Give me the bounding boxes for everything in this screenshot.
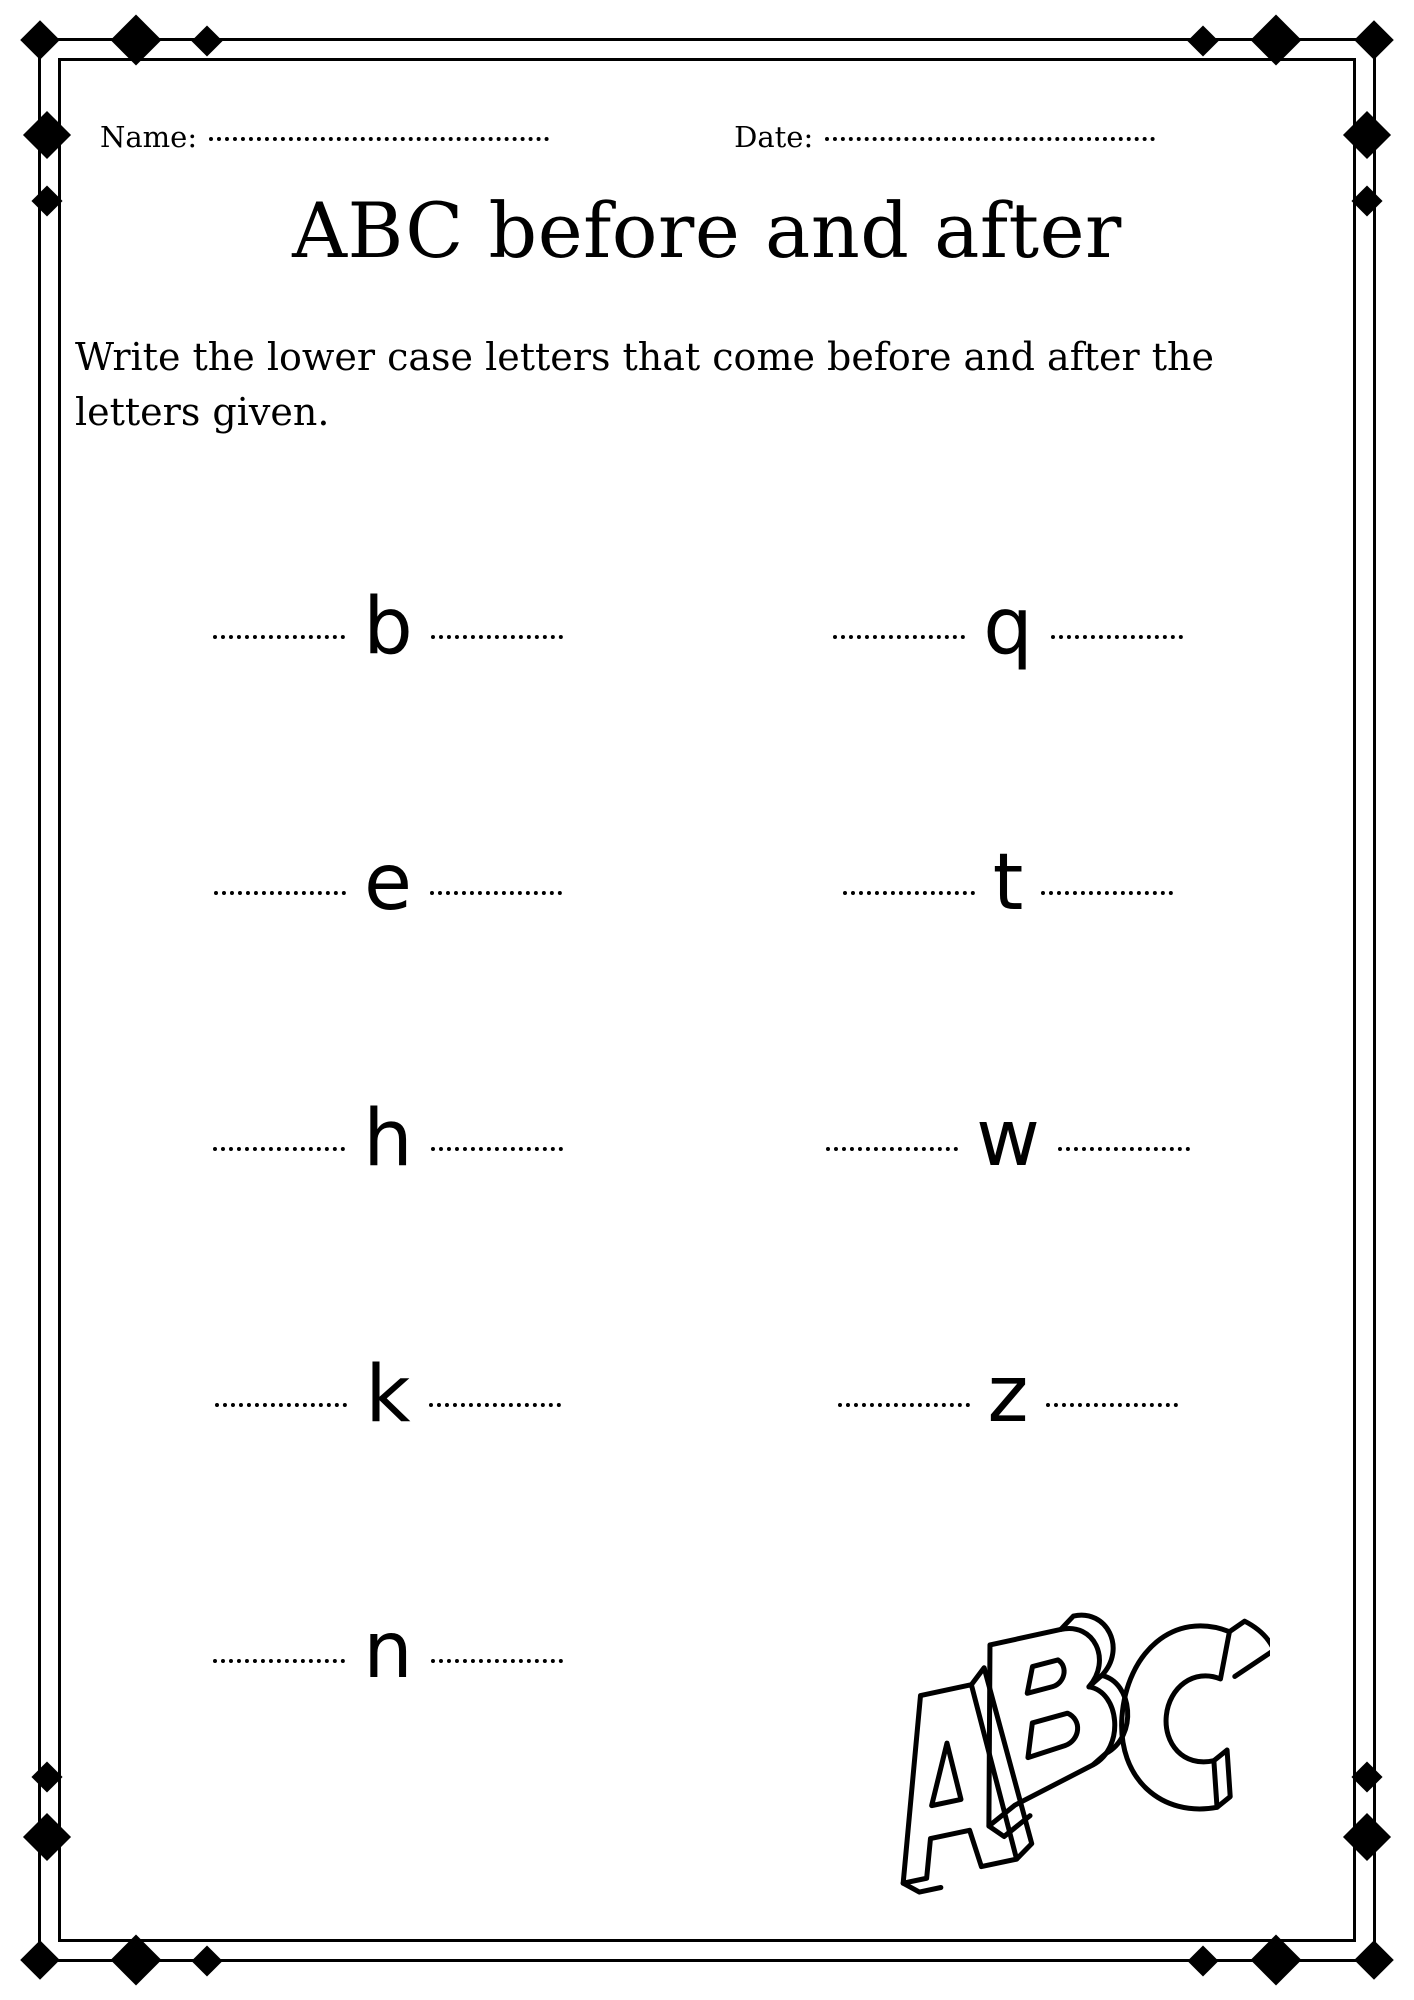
after-blank[interactable] bbox=[1041, 891, 1173, 895]
abc-doodle-icon bbox=[790, 1520, 1270, 1920]
given-letter: h bbox=[363, 1094, 413, 1184]
after-blank[interactable] bbox=[429, 1403, 561, 1407]
after-blank[interactable] bbox=[431, 635, 563, 639]
exercise-row bbox=[78, 580, 1318, 836]
exercise-item bbox=[698, 836, 1318, 928]
date-input[interactable] bbox=[825, 137, 1155, 141]
exercise-row bbox=[78, 836, 1318, 1092]
after-blank[interactable] bbox=[431, 1659, 563, 1663]
given-letter: k bbox=[365, 1350, 411, 1440]
before-blank[interactable] bbox=[213, 635, 345, 639]
before-blank[interactable] bbox=[838, 1403, 970, 1407]
exercise-row bbox=[78, 1092, 1318, 1348]
before-blank[interactable] bbox=[826, 1147, 958, 1151]
after-blank[interactable] bbox=[430, 891, 562, 895]
after-blank[interactable] bbox=[1046, 1403, 1178, 1407]
name-label: Name: bbox=[100, 120, 198, 154]
given-letter: b bbox=[363, 582, 413, 672]
after-blank[interactable] bbox=[1051, 635, 1183, 639]
instructions-text: Write the lower case letters that come before and after the letters given. bbox=[75, 335, 1215, 435]
exercise-item bbox=[78, 1092, 698, 1184]
before-blank[interactable] bbox=[213, 1147, 345, 1151]
exercise-item bbox=[78, 836, 698, 928]
exercise-item bbox=[78, 1604, 698, 1696]
given-letter: e bbox=[364, 838, 412, 928]
before-blank[interactable] bbox=[215, 1403, 347, 1407]
given-letter: z bbox=[987, 1350, 1029, 1440]
date-label: Date: bbox=[734, 120, 814, 154]
after-blank[interactable] bbox=[1058, 1147, 1190, 1151]
exercise-item bbox=[78, 1348, 698, 1440]
given-letter: w bbox=[976, 1094, 1040, 1184]
given-letter: n bbox=[363, 1606, 413, 1696]
exercise-item bbox=[698, 1092, 1318, 1184]
exercise-item bbox=[78, 580, 698, 672]
before-blank[interactable] bbox=[843, 891, 975, 895]
page-title: ABC before and after bbox=[292, 186, 1122, 275]
before-blank[interactable] bbox=[833, 635, 965, 639]
given-letter: t bbox=[992, 838, 1024, 928]
name-date-row bbox=[100, 120, 1300, 154]
exercise-item bbox=[698, 580, 1318, 672]
name-input[interactable] bbox=[209, 137, 549, 141]
exercise-item bbox=[698, 1348, 1318, 1440]
after-blank[interactable] bbox=[431, 1147, 563, 1151]
before-blank[interactable] bbox=[214, 891, 346, 895]
given-letter: q bbox=[983, 582, 1033, 672]
before-blank[interactable] bbox=[213, 1659, 345, 1663]
